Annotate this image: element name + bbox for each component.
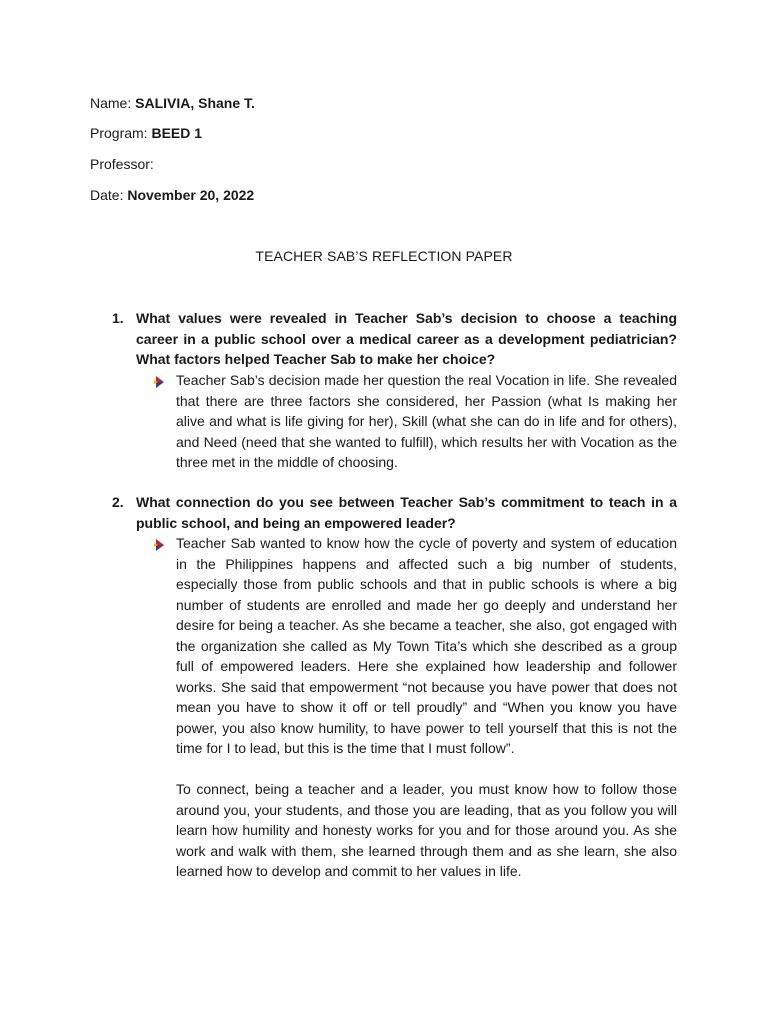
arrowhead-bullet-icon <box>154 538 166 550</box>
arrowhead-bullet-icon <box>154 375 166 387</box>
professor-line <box>90 156 154 172</box>
program-value: BEED 1 <box>151 125 203 141</box>
question-number: 1. <box>112 310 124 326</box>
question-number: 2. <box>112 494 124 510</box>
name-value: SALIVIA, Shane T. <box>135 95 255 111</box>
program-line <box>90 125 202 141</box>
answer-paragraph: Teacher Sab’s decision made her question the real Vocation in life. She revealed that there are three factors she considered, her Passion (what Is making her alive and what is life giving for her), Skill (what she can do in life and for others), and Need (need that she wanted to fulfill), which results her with Vocation as the three met in the middle of choosing. <box>176 372 677 470</box>
answer-paragraph: Teacher Sab wanted to know how the cycle of poverty and system of education in the Philippines happens and affected such a big number of students, especially those from public schools and that in public schools is where a big number of students are enrolled and made her go deeply and understand her desire for being a teacher. As she became a teacher, she also, got engaged with the organization she called as My Town Tita’s which she described as a group full of empowered leaders. Here she explained how leadership and follower works. She said that empowerment “not because you have power that does not mean you have to show it off or tell proudly” and “When you know you have power, you also know humility, to have power to tell yourself that this is not the time for I to lead, but this is the time that I must follow”. <box>176 535 677 756</box>
name-line <box>90 95 255 111</box>
answer-paragraph-continued: To connect, being a teacher and a leader, you must know how to follow those around you, your students, and those you are leading, that as you follow you will learn how humility and honesty works for you and for those around you. As she work and walk with them, she learned through them and as she learn, she also learned how to develop and commit to her values in life. <box>176 781 677 879</box>
date-line <box>90 187 254 203</box>
date-value: November 20, 2022 <box>127 187 255 203</box>
date-label: Date: <box>90 187 124 203</box>
program-label: Program: <box>90 125 148 141</box>
question-text: What connection do you see between Teacher Sab’s commitment to teach in a public school, and being an empowered leader? <box>136 494 677 531</box>
name-label: Name: <box>90 95 132 111</box>
question-text: What values were revealed in Teacher Sab’s decision to choose a teaching career in a public school over a medical career as a development pediatrician? What factors helped Teacher Sab to make her choice? <box>136 310 677 367</box>
professor-label: Professor: <box>90 156 154 172</box>
paper-title: TEACHER SAB’S REFLECTION PAPER <box>255 248 513 264</box>
